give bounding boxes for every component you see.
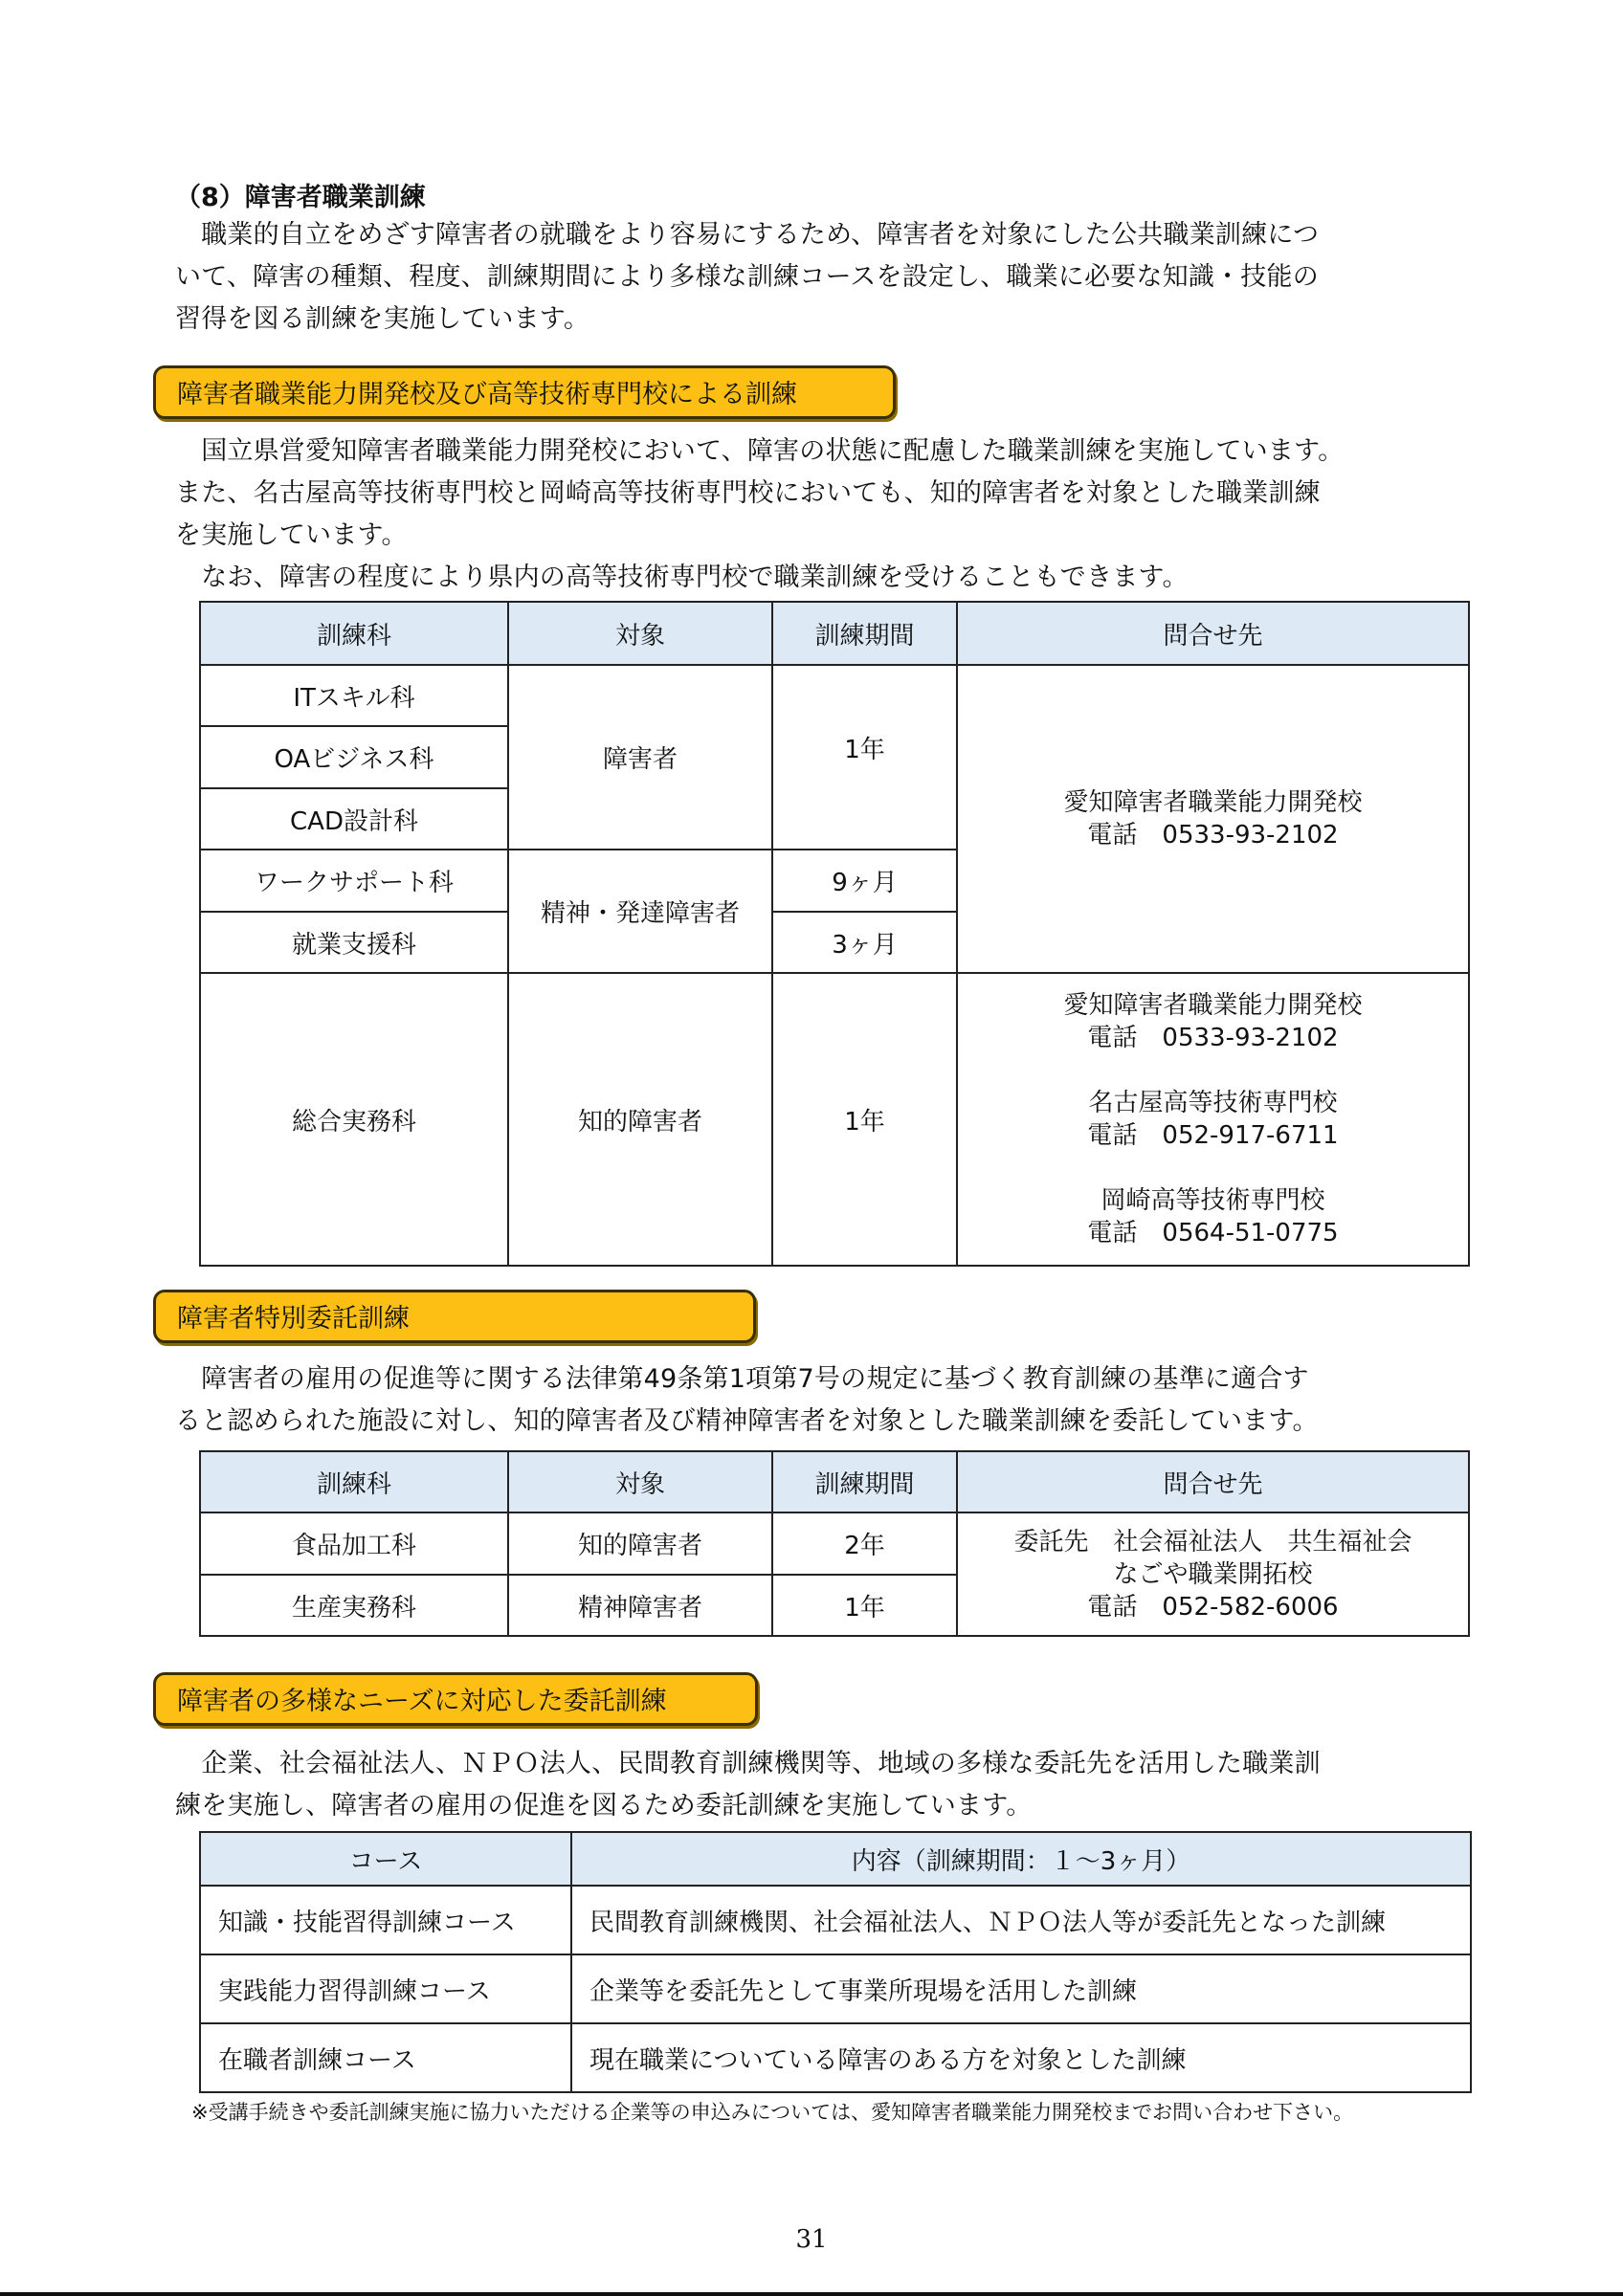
target-chiteki: 知的障害者 xyxy=(508,973,772,1266)
header-course: 訓練科 xyxy=(200,602,508,665)
header-period: 訓練期間 xyxy=(772,602,957,665)
contact-nagoya-shokugyo-kaitakko: 委託先 社会福祉法人 共生福祉会 なごや職業開拓校 電話 052-582-6006 xyxy=(957,1512,1469,1636)
header-period: 訓練期間 xyxy=(772,1451,957,1512)
table-diverse-needs xyxy=(199,1831,1472,2093)
course-shokuhin-kako: 食品加工科 xyxy=(200,1512,508,1575)
header-contact: 問合せ先 xyxy=(957,1451,1469,1512)
table-vocational-school xyxy=(199,601,1470,1267)
course-employed-worker: 在職者訓練コース xyxy=(200,2023,571,2092)
target-seishin-hattatsu: 精神・発達障害者 xyxy=(508,850,772,973)
content-employed-worker: 現在職業についている障害のある方を対象とした訓練 xyxy=(571,2023,1471,2092)
target-seishin: 精神障害者 xyxy=(508,1575,772,1636)
course-it-skill: ITスキル科 xyxy=(200,665,508,726)
target-chiteki: 知的障害者 xyxy=(508,1512,772,1575)
period-one-year: 1年 xyxy=(772,1575,957,1636)
period-two-years: 2年 xyxy=(772,1512,957,1575)
course-cad: CAD設計科 xyxy=(200,788,508,850)
content-knowledge-skill: 民間教育訓練機関、社会福祉法人、ＮＰＯ法人等が委託先となった訓練 xyxy=(571,1886,1471,1954)
header-content: 内容（訓練期間：１～3ヶ月） xyxy=(571,1832,1471,1886)
course-work-support: ワークサポート科 xyxy=(200,850,508,912)
contact-multiple-schools: 愛知障害者職業能力開発校 電話 0533-93-2102 名古屋高等技術専門校 電話 052-917-6711 岡崎高等技術専門校 電話 0564-51-0775 xyxy=(957,973,1469,1266)
period-sogo: 1年 xyxy=(772,973,957,1266)
table-special-consignment xyxy=(199,1450,1470,1637)
target-shogaisha: 障害者 xyxy=(508,665,772,850)
label-vocational-school-training: 障害者職業能力開発校及び高等技術専門校による訓練 xyxy=(153,365,896,419)
header-target: 対象 xyxy=(508,1451,772,1512)
page-number: 31 xyxy=(795,2225,828,2254)
course-oa-business: OAビジネス科 xyxy=(200,726,508,788)
course-seisan-jitsumu: 生産実務科 xyxy=(200,1575,508,1636)
block3-text: 企業、社会福祉法人、ＮＰＯ法人、民間教育訓練機関等、地域の多様な委託先を活用した職業訓 練を実施し、障害者の雇用の促進を図るため委託訓練を実施しています。 xyxy=(175,1749,1321,1821)
label-special-consignment-training: 障害者特別委託訓練 xyxy=(153,1290,756,1343)
period-nine-months: 9ヶ月 xyxy=(772,850,957,912)
course-knowledge-skill: 知識・技能習得訓練コース xyxy=(200,1886,571,1954)
header-contact: 問合せ先 xyxy=(957,602,1469,665)
bottom-rule xyxy=(0,2292,1623,2296)
header-course: コース xyxy=(200,1832,571,1886)
footnote: ※受講手続きや委託訓練実施に協力いただける企業等の申込みについては、愛知障害者職業能力開発校までお問い合わせ下さい。 xyxy=(191,2101,1354,2124)
block2-text: 障害者の雇用の促進等に関する法律第49条第1項第7号の規定に基づく教育訓練の基準に適合す ると認められた施設に対し、知的障害者及び精神障害者を対象とした職業訓練を委託しています。 xyxy=(175,1364,1319,1436)
header-course: 訓練科 xyxy=(200,1451,508,1512)
section-heading: （8）障害者職業訓練 xyxy=(175,183,426,212)
block1-text: 国立県営愛知障害者職業能力開発校において、障害の状態に配慮した職業訓練を実施しています。 また、名古屋高等技術専門校と岡崎高等技術専門校においても、知的障害者を対象とした職業訓練 を実施しています。 なお、障害の程度により県内の高等技術専門校で職業訓練を受けることもできます。 xyxy=(175,436,1345,592)
header-target: 対象 xyxy=(508,602,772,665)
course-shugyo-shien: 就業支援科 xyxy=(200,912,508,973)
section-intro: 職業的自立をめざす障害者の就職をより容易にするため、障害者を対象にした公共職業訓練につ いて、障害の種類、程度、訓練期間により多様な訓練コースを設定し、職業に必要な知識・技能の 習得を図る訓練を実施しています。 xyxy=(175,220,1320,334)
contact-aichi-school: 愛知障害者職業能力開発校 電話 0533-93-2102 xyxy=(957,665,1469,973)
course-practical-ability: 実践能力習得訓練コース xyxy=(200,1954,571,2023)
period-one-year: 1年 xyxy=(772,665,957,850)
course-sogo-jitsumu: 総合実務科 xyxy=(200,973,508,1266)
period-three-months: 3ヶ月 xyxy=(772,912,957,973)
label-diverse-needs-training: 障害者の多様なニーズに対応した委託訓練 xyxy=(153,1672,758,1726)
content-practical-ability: 企業等を委託先として事業所現場を活用した訓練 xyxy=(571,1954,1471,2023)
